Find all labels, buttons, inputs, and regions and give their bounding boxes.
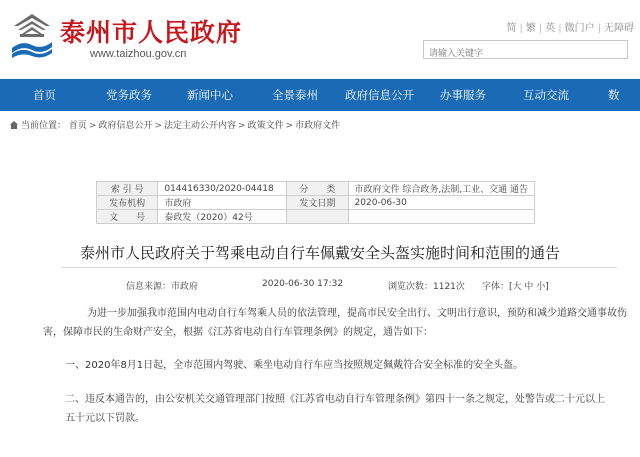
issue-date-value: 2020-06-30 <box>348 196 534 210</box>
breadcrumb-item-city-docs[interactable]: 市政府文件 <box>295 121 341 131</box>
breadcrumb <box>10 118 340 131</box>
category-label: 分 类 <box>287 182 348 196</box>
site-title[interactable]: 泰州市人民政府 <box>60 18 243 47</box>
document-number-value: 泰政发（2020）42号 <box>158 210 287 224</box>
empty-label-cell <box>287 210 348 224</box>
breadcrumb-separator: > <box>238 121 246 131</box>
top-links <box>507 19 635 34</box>
empty-value-cell <box>348 210 534 224</box>
site-url: www.taizhou.gov.cn <box>90 48 187 60</box>
article-paragraph <box>65 390 605 428</box>
article-title: 泰州市人民政府关于驾乘电动自行车佩戴安全头盔实施时间和范围的通告 <box>79 244 560 262</box>
top-link-traditional[interactable]: 繁 <box>525 23 536 34</box>
top-link-accessibility[interactable]: 无障碍 <box>604 23 634 34</box>
nav-item-services[interactable]: 办事服务 <box>440 88 486 102</box>
breadcrumb-item-home[interactable]: 首页 <box>68 121 87 131</box>
breadcrumb-separator: > <box>154 121 163 131</box>
article-paragraph <box>65 356 523 375</box>
article-views: 浏览次数：1121次 <box>388 282 465 292</box>
article-paragraph <box>43 304 627 342</box>
search-input[interactable] <box>424 46 627 63</box>
nav-item-party-affairs[interactable]: 党务政务 <box>106 88 152 102</box>
top-link-micro-portal[interactable]: 微门户 <box>564 23 595 34</box>
breadcrumb-separator: > <box>285 121 294 131</box>
table-row <box>97 196 535 210</box>
top-link-english[interactable]: 英 <box>545 23 556 34</box>
breadcrumb-prefix: 当前位置： <box>21 121 67 131</box>
site-header <box>0 0 640 78</box>
divider: | <box>538 23 543 34</box>
category-value: 市政府文件 综合政务,法制,工业、交通 通告 <box>348 182 534 196</box>
nav-item-news[interactable]: 新闻中心 <box>187 88 233 102</box>
nav-item-interaction[interactable]: 互动交流 <box>523 88 569 102</box>
divider <box>62 267 617 268</box>
home-icon <box>10 121 18 129</box>
main-nav <box>0 79 640 111</box>
nav-item-panorama[interactable]: 全景泰州 <box>272 88 318 102</box>
divider: | <box>558 23 562 34</box>
document-number-label: 文 号 <box>97 210 158 224</box>
paragraph-line: 一、2020年8月1日起，全市范围内驾驶、乘坐电动自行车应当按照规定佩戴符合安全标准的安全头盔。 <box>65 360 524 371</box>
paragraph-line: 二、违反本通告的，由公安机关交通管理部门按照《江苏省电动自行车管理条例》第四十一条之规定，处警告或二十元以上 <box>65 394 605 405</box>
site-logo-icon[interactable] <box>10 12 54 58</box>
divider: | <box>519 23 523 34</box>
article-date: 2020-06-30 17:32 <box>262 279 344 289</box>
document-info-table <box>96 181 535 224</box>
paragraph-line: 为进一步加强我市范围内电动自行车驾乘人员的依法管理，提高市民安全出行、文明出行意识，预防和减少道路交通事故伤 <box>87 308 627 319</box>
publisher-label: 发布机构 <box>97 196 158 210</box>
breadcrumb-item-policy[interactable]: 政策文件 <box>247 121 284 131</box>
index-number-label: 索 引 号 <box>97 182 158 196</box>
breadcrumb-separator: > <box>88 121 97 131</box>
nav-item-info-disclosure[interactable]: 政府信息公开 <box>345 88 414 102</box>
font-size-switch[interactable]: 字体：[大 中 小] <box>482 282 549 292</box>
table-row <box>97 182 535 196</box>
article-source: 信息来源：市政府 <box>126 282 199 292</box>
index-number-value: 014416330/2020-04418 <box>158 182 287 196</box>
publisher-value: 市政府 <box>158 196 287 210</box>
breadcrumb-item-info-disclosure[interactable]: 政府信息公开 <box>98 121 153 131</box>
issue-date-label: 发文日期 <box>287 196 348 210</box>
paragraph-line: 害，保障市民的生命财产安全，根据《江苏省电动自行车管理条例》的规定，通告如下： <box>43 327 433 338</box>
search-box <box>423 40 628 59</box>
nav-item-home[interactable]: 首页 <box>33 88 56 102</box>
table-row <box>97 210 535 224</box>
paragraph-line: 五十元以下罚款。 <box>65 413 145 424</box>
top-link-simplified[interactable]: 简 <box>506 23 517 34</box>
breadcrumb-item-statutory[interactable]: 法定主动公开内容 <box>164 121 237 131</box>
nav-item-data[interactable]: 数 <box>608 88 620 102</box>
divider: | <box>597 23 601 34</box>
